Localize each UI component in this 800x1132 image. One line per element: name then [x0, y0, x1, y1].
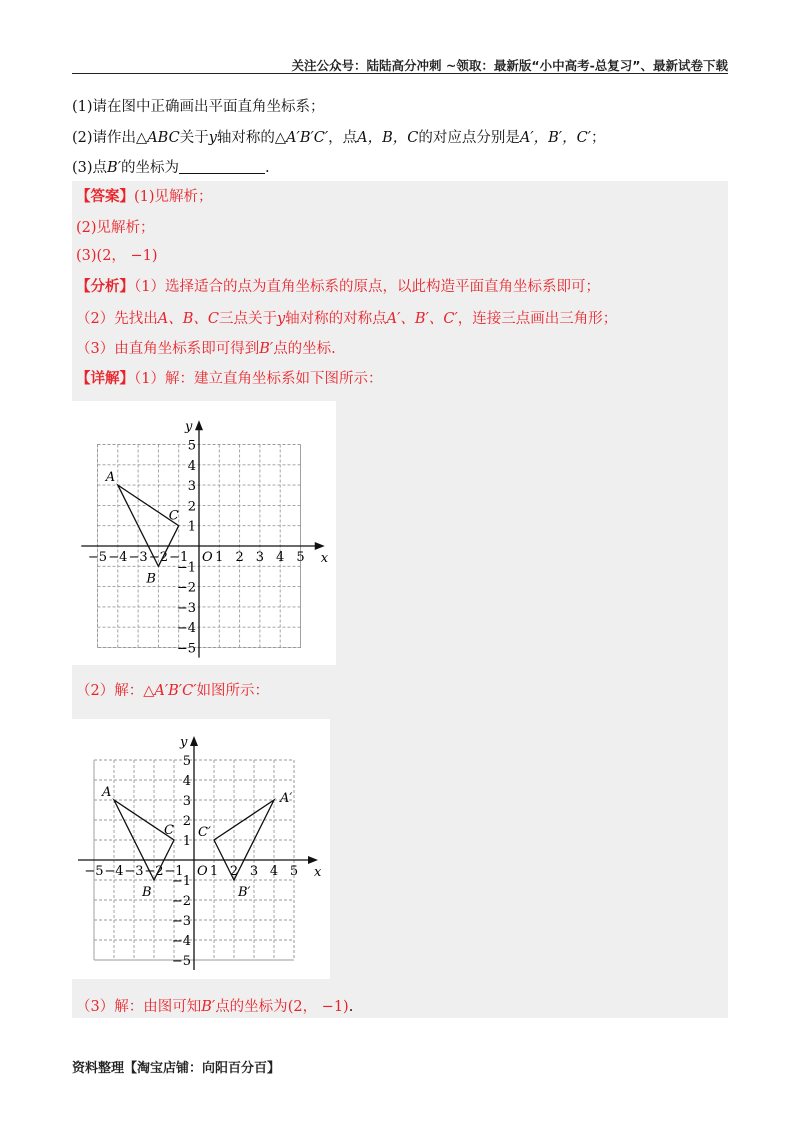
question-3	[72, 158, 270, 178]
analysis-3-point: B′	[259, 341, 274, 357]
detail-2-triangle: △A′B′C′	[143, 683, 197, 699]
graph-2	[72, 719, 330, 979]
analysis-2-mid: 三点关于	[218, 311, 277, 327]
q2-mid2: 轴对称的	[216, 130, 275, 146]
page-footer: 资料整理【淘宝店铺：向阳百分百】	[72, 1061, 281, 1076]
x-tick-label: 3	[255, 550, 265, 565]
answer-blank	[179, 160, 265, 174]
analysis-2-points-reflected: A′、B′、C′	[386, 311, 458, 327]
x-tick-label: 5	[296, 550, 305, 565]
y-tick-label: −3	[176, 600, 196, 616]
graph-1	[72, 401, 336, 665]
y-tick-label: 5	[187, 438, 196, 454]
q2-tail: 的对应点分别是	[418, 130, 520, 146]
analysis-3-suffix: 点的坐标.	[273, 341, 336, 357]
vertex-label-reflected-b: B′	[238, 885, 251, 900]
graph-1-panel	[72, 401, 336, 665]
x-tick-label: 1	[215, 550, 224, 565]
y-tick-label: −5	[171, 954, 191, 969]
analysis-2-prefix: （2）先找出	[76, 311, 158, 327]
y-axis-arrow	[190, 736, 198, 746]
x-tick-label: −1	[164, 864, 184, 879]
graph-2-panel	[72, 719, 330, 979]
x-axis-arrow	[308, 856, 318, 864]
vertex-label-a: A	[102, 785, 112, 800]
y-tick-label: −2	[176, 580, 196, 596]
detail-line-3	[76, 997, 353, 1017]
detail-3-coord: (2， −1)	[287, 999, 349, 1015]
y-tick-label: 3	[182, 794, 191, 809]
y-tick-label: −1	[176, 560, 196, 576]
x-tick-label: 2	[229, 864, 239, 879]
x-tick-label: −4	[104, 864, 124, 879]
answer-line-1	[76, 187, 213, 207]
x-axis-label: x	[320, 551, 329, 566]
x-tick-label: −4	[108, 550, 128, 565]
y-tick-label: 1	[187, 519, 196, 535]
q2-points: A，B，C	[357, 130, 419, 146]
x-tick-label: −3	[128, 550, 148, 565]
y-tick-label: 2	[182, 814, 191, 829]
analysis-3-prefix: （3）由直角坐标系即可得到	[76, 341, 260, 357]
q2-end: ；	[591, 130, 606, 146]
x-tick-label: 3	[249, 864, 259, 879]
x-tick-label: 5	[289, 864, 299, 879]
y-tick-label: 2	[187, 499, 196, 515]
y-tick-label: 5	[182, 754, 191, 769]
vertex-label-c: C	[164, 823, 174, 838]
x-tick-label: −5	[84, 864, 104, 879]
q3-point: B′	[107, 160, 121, 176]
q3-end: .	[265, 160, 270, 176]
question-2	[72, 128, 606, 148]
analysis-2-axis: y	[276, 311, 286, 327]
detail-tag: 【详解】	[76, 370, 134, 387]
detail-3-point: B′	[201, 999, 216, 1015]
y-axis-label: y	[185, 419, 193, 435]
page-header: 关注公众号：陆陆高分冲刺 ~领取：最新版“小中高考-总复习”、最新试卷下载	[291, 58, 728, 73]
y-axis-label: y	[180, 735, 188, 750]
x-tick-label: −2	[148, 550, 168, 565]
x-axis-arrow	[315, 542, 325, 550]
y-tick-label: 3	[187, 479, 196, 495]
analysis-2-points: A、B、C	[157, 311, 219, 327]
vertex-label-c: C	[168, 508, 179, 524]
analysis-1: （1）选择适合的点为直角坐标系的原点，以此构造平面直角坐标系即可；	[134, 279, 600, 295]
vertex-label-b: B	[142, 885, 152, 900]
x-tick-label: 4	[269, 864, 279, 879]
analysis-line-1	[76, 277, 600, 297]
x-tick-label: −5	[87, 550, 108, 565]
x-tick-label: 2	[235, 550, 244, 565]
x-tick-label: 1	[209, 864, 219, 879]
detail-line-1	[76, 369, 382, 389]
x-axis-label: x	[314, 865, 322, 880]
q2-triangle: △ABC	[136, 130, 180, 146]
question-1: (1)请在图中正确画出平面直角坐标系；	[72, 99, 325, 115]
detail-3-prefix: （3）解：由图可知	[76, 999, 202, 1015]
x-tick-label: 4	[276, 550, 285, 565]
vertex-label-reflected-a: A′	[280, 791, 293, 806]
q3-prefix: (3)点	[72, 160, 108, 176]
x-tick-label: −1	[169, 550, 189, 565]
q2-prefix: (2)请作出	[72, 130, 137, 146]
answer-3: (3)(2， −1)	[76, 248, 158, 264]
answer-1: (1)见解析；	[134, 189, 213, 205]
q3-suffix: 的坐标为	[121, 160, 179, 176]
analysis-tag: 【分析】	[76, 278, 134, 295]
detail-1: （1）解：建立直角坐标系如下图所示：	[134, 371, 383, 387]
detail-2-prefix: （2）解：	[76, 683, 144, 699]
vertex-label-a: A	[105, 470, 116, 486]
y-tick-label: −4	[176, 621, 196, 637]
detail-3-mid: 点的坐标为	[215, 999, 288, 1015]
q2-mid: 关于	[179, 130, 209, 146]
y-axis-arrow	[195, 420, 203, 430]
detail-3-end: .	[348, 999, 354, 1015]
vertex-label-reflected-c: C′	[198, 825, 211, 840]
x-tick-label: −3	[124, 864, 144, 879]
answer-2: (2)见解析；	[76, 220, 155, 236]
origin-label: O	[202, 550, 213, 565]
y-tick-label: 4	[182, 774, 191, 789]
analysis-2-mid2: 轴对称的对称点	[285, 311, 387, 327]
analysis-line-2	[76, 309, 617, 329]
x-tick-label: −2	[144, 864, 164, 879]
analysis-line-3	[76, 339, 336, 359]
answer-tag: 【答案】	[76, 188, 134, 205]
q2-suffix: ，点	[328, 130, 358, 146]
vertex-label-b: B	[146, 571, 156, 587]
y-tick-label: 4	[187, 458, 196, 474]
analysis-2-suffix: ，连接三点画出三角形；	[457, 311, 618, 327]
detail-line-2	[76, 681, 269, 701]
y-tick-label: 1	[182, 834, 191, 849]
q2-points-reflected: A′，B′，C′	[519, 130, 591, 146]
y-tick-label: −1	[171, 874, 191, 889]
y-tick-label: −5	[176, 641, 196, 657]
detail-2-suffix: 如图所示：	[196, 683, 269, 699]
header-rule	[72, 73, 728, 74]
q2-triangle-reflected: △A′B′C′	[274, 130, 329, 146]
y-tick-label: −2	[171, 894, 191, 909]
origin-label: O	[197, 864, 208, 879]
y-tick-label: −4	[171, 934, 191, 949]
y-tick-label: −3	[171, 914, 191, 929]
q2-axis: y	[208, 130, 217, 146]
